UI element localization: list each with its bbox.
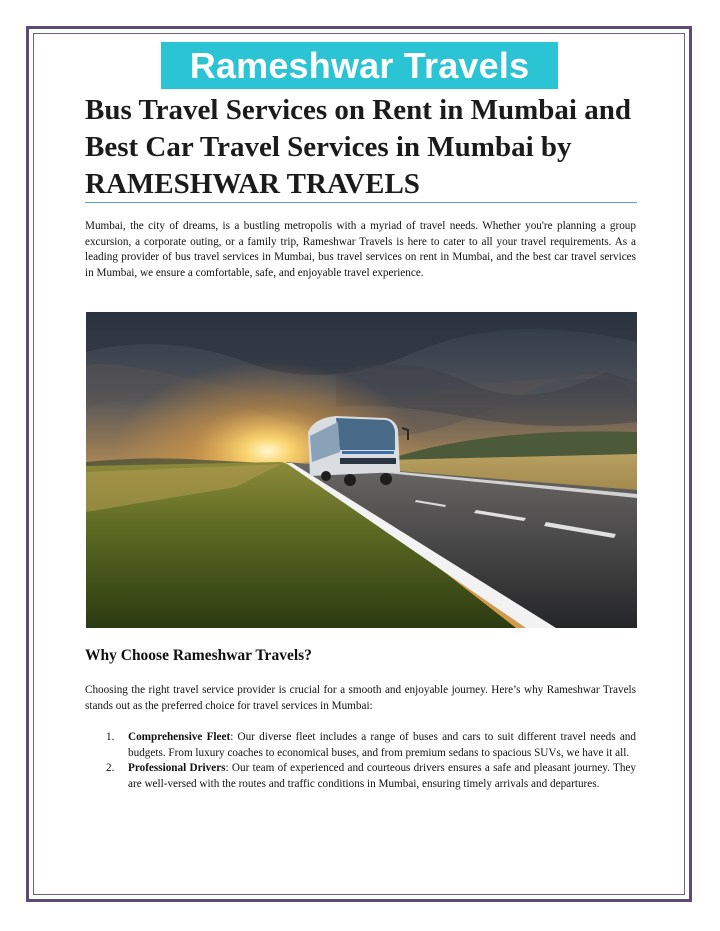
list-item-text: : Our team of experienced and courteous drivers ensures a safe and pleasant journey. They are well-versed with the routes and traffic conditions in Mumbai, ensuring timely arrivals and departures. — [128, 762, 637, 790]
list-item-number: 2. — [106, 762, 115, 775]
list-item — [85, 761, 636, 792]
section-heading: Why Choose Rameshwar Travels? — [85, 647, 312, 664]
list-item-title: Comprehensive Fleet — [128, 731, 231, 743]
list-item — [85, 730, 636, 761]
section-paragraph: Choosing the right travel service provider is crucial for a smooth and enjoyable journey. Here’s why Rameshwar Travels stands out as the preferred choice for travel services in Mumbai: — [85, 684, 636, 712]
title-divider — [85, 202, 637, 203]
hero-image — [86, 312, 637, 628]
brand-banner: Rameshwar Travels — [161, 42, 558, 89]
page-title: Bus Travel Services on Rent in Mumbai and Best Car Travel Services in Mumbai by RAMESHWAR TRAVELS — [85, 94, 631, 200]
list-item-title: Professional Drivers — [128, 762, 226, 775]
list-item-number: 1. — [106, 731, 115, 743]
intro-paragraph: Mumbai, the city of dreams, is a bustling metropolis with a myriad of travel needs. Whether you're planning a group excursion, a corporate outing, or a family trip, Rameshwar Travels is here to cater to all your travel requirements. As a leading provider of bus travel services in Mumbai, bus travel services on rent in Mumbai, and the best car travel services in Mumbai, we ensure a comfortable, safe, and enjoyable travel experience. — [85, 220, 636, 279]
reasons-list — [85, 730, 636, 792]
bus-sunset-image — [86, 312, 637, 628]
list-item-text: : Our diverse fleet includes a range of buses and cars to suit different travel needs and budgets. From luxury coaches to economical buses, and from premium sedans to spacious SUVs, we have it all. — [128, 731, 636, 759]
